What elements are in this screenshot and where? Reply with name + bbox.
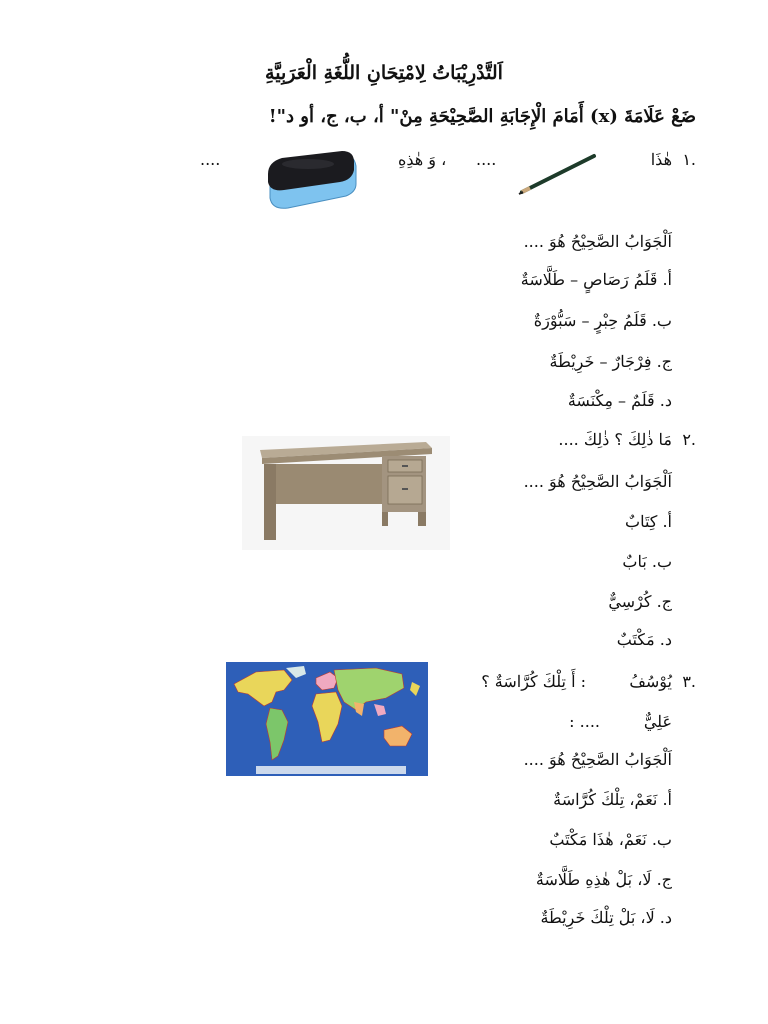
q3-option-c: ج. لَا، بَلْ هٰذِهِ طَلَّاسَةٌ bbox=[535, 870, 672, 889]
q3-option-d: د. لَا، بَلْ تِلْكَ خَرِيْطَةٌ bbox=[540, 908, 672, 927]
q2-option-c: ج. كُرْسِيٌّ bbox=[608, 592, 672, 611]
instruction-text: ضَعْ عَلَامَةَ (x) أَمَامَ الْإِجَابَةِ الصَّحِيْحَةِ مِنْ" أ، ب، ج، أو د"! bbox=[268, 106, 696, 127]
q1-blank-b: .... bbox=[200, 150, 221, 169]
q3-option-b: ب. نَعَمْ، هٰذَا مَكْتَبٌ bbox=[549, 830, 672, 849]
world-map-image bbox=[226, 662, 428, 776]
q1-option-b: ب. قَلَمُ حِبْرٍ – سَبُّوْرَةٌ bbox=[533, 311, 672, 330]
q3-answer-lead: اَلْجَوَابُ الصَّحِيْحُ هُوَ .... bbox=[523, 750, 672, 769]
q1-and-this: ، وَ هٰذِهِ bbox=[398, 150, 447, 169]
q1-option-a: أ. قَلَمُ رَصَاصٍ – طَلَّاسَةٌ bbox=[520, 270, 672, 289]
q1-answer-lead: اَلْجَوَابُ الصَّحِيْحُ هُوَ .... bbox=[523, 232, 672, 251]
q3-option-a: أ. نَعَمْ، تِلْكَ كُرَّاسَةٌ bbox=[553, 790, 672, 809]
q2-question: مَا ذٰلِكَ ؟ ذٰلِكَ .... bbox=[558, 430, 672, 449]
desk-image bbox=[242, 436, 450, 550]
q2-option-d: د. مَكْتَبٌ bbox=[616, 630, 672, 649]
q1-this-word: هٰذَا bbox=[650, 150, 672, 169]
worksheet-title: اَلتَّدْرِيْبَاتُ لِامْتِحَانِ اللُّغَةِ الْعَرَبِيَّةِ bbox=[265, 62, 503, 84]
q1-blank-a: .... bbox=[476, 150, 497, 169]
q3-speaker-2: عَلِيٌّ bbox=[643, 712, 672, 731]
eraser-image bbox=[262, 148, 360, 214]
q2-option-a: أ. كِتَابٌ bbox=[625, 512, 672, 531]
q3-line-1: : أَ تِلْكَ كُرَّاسَةٌ ؟ bbox=[481, 672, 586, 691]
q2-number: ٢. bbox=[682, 430, 696, 449]
q1-option-d: د. قَلَمٌ – مِكْنَسَةٌ bbox=[567, 391, 672, 410]
q2-answer-lead: اَلْجَوَابُ الصَّحِيْحُ هُوَ .... bbox=[523, 472, 672, 491]
q3-line-2: : .... bbox=[569, 712, 600, 731]
q1-option-c: ج. فِرْجَارٌ – خَرِيْطَةٌ bbox=[549, 352, 672, 371]
q3-speaker-1: يُوْسُفُ bbox=[629, 672, 672, 691]
q2-option-b: ب. بَابٌ bbox=[622, 552, 672, 571]
q3-number: ٣. bbox=[682, 672, 696, 691]
pencil-image bbox=[516, 148, 600, 198]
q1-number: ١. bbox=[682, 150, 696, 169]
